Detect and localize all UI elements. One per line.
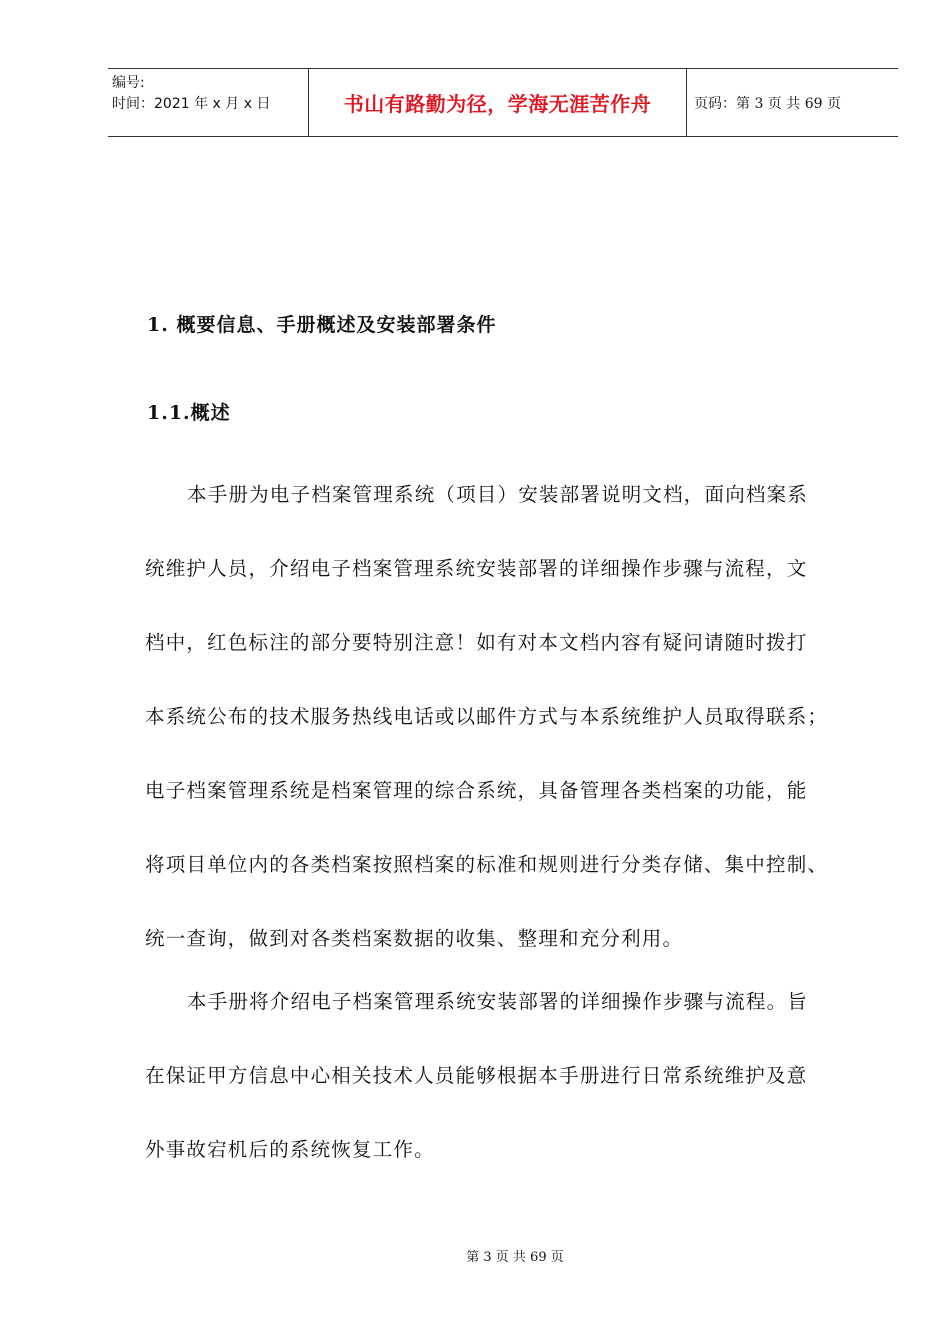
paragraph-line: 统维护人员，介绍电子档案管理系统安装部署的详细操作步骤与流程，文 bbox=[145, 557, 808, 580]
page-header bbox=[108, 68, 898, 137]
paragraph-line: 本系统公布的技术服务热线电话或以邮件方式与本系统维护人员取得联系； bbox=[145, 705, 829, 728]
document-number-label: 编号: bbox=[112, 75, 145, 91]
section-heading: 1. 概要信息、手册概述及安装部署条件 bbox=[147, 314, 497, 336]
paragraph-overview bbox=[145, 458, 885, 976]
paragraph-line: 档中，红色标注的部分要特别注意！如有对本文档内容有疑问请随时拨打 bbox=[145, 631, 808, 654]
header-motto: 书山有路勤为径，学海无涯苦作舟 bbox=[309, 69, 687, 136]
paragraph-line: 本手册为电子档案管理系统（项目）安装部署说明文档，面向档案系 bbox=[187, 483, 809, 506]
paragraph-line: 电子档案管理系统是档案管理的综合系统，具备管理各类档案的功能，能 bbox=[145, 779, 808, 802]
paragraph-line: 本手册将介绍电子档案管理系统安装部署的详细操作步骤与流程。旨 bbox=[187, 990, 809, 1013]
page-footer: 第 3 页 共 69 页 bbox=[466, 1250, 564, 1265]
paragraph-line: 统一查询，做到对各类档案数据的收集、整理和充分利用。 bbox=[145, 927, 684, 950]
subsection-heading: 1.1.概述 bbox=[147, 402, 231, 424]
paragraph-purpose bbox=[145, 965, 885, 1187]
paragraph-line: 外事故宕机后的系统恢复工作。 bbox=[145, 1138, 435, 1161]
paragraph-line: 将项目单位内的各类档案按照档案的标准和规则进行分类存储、集中控制、 bbox=[145, 853, 829, 876]
paragraph-line: 在保证甲方信息中心相关技术人员能够根据本手册进行日常系统维护及意 bbox=[145, 1064, 808, 1087]
document-date-label: 时间：2021 年 x 月 x 日 bbox=[112, 96, 271, 112]
header-meta-cell bbox=[108, 69, 309, 136]
header-page-info: 页码：第 3 页 共 69 页 bbox=[694, 95, 841, 112]
